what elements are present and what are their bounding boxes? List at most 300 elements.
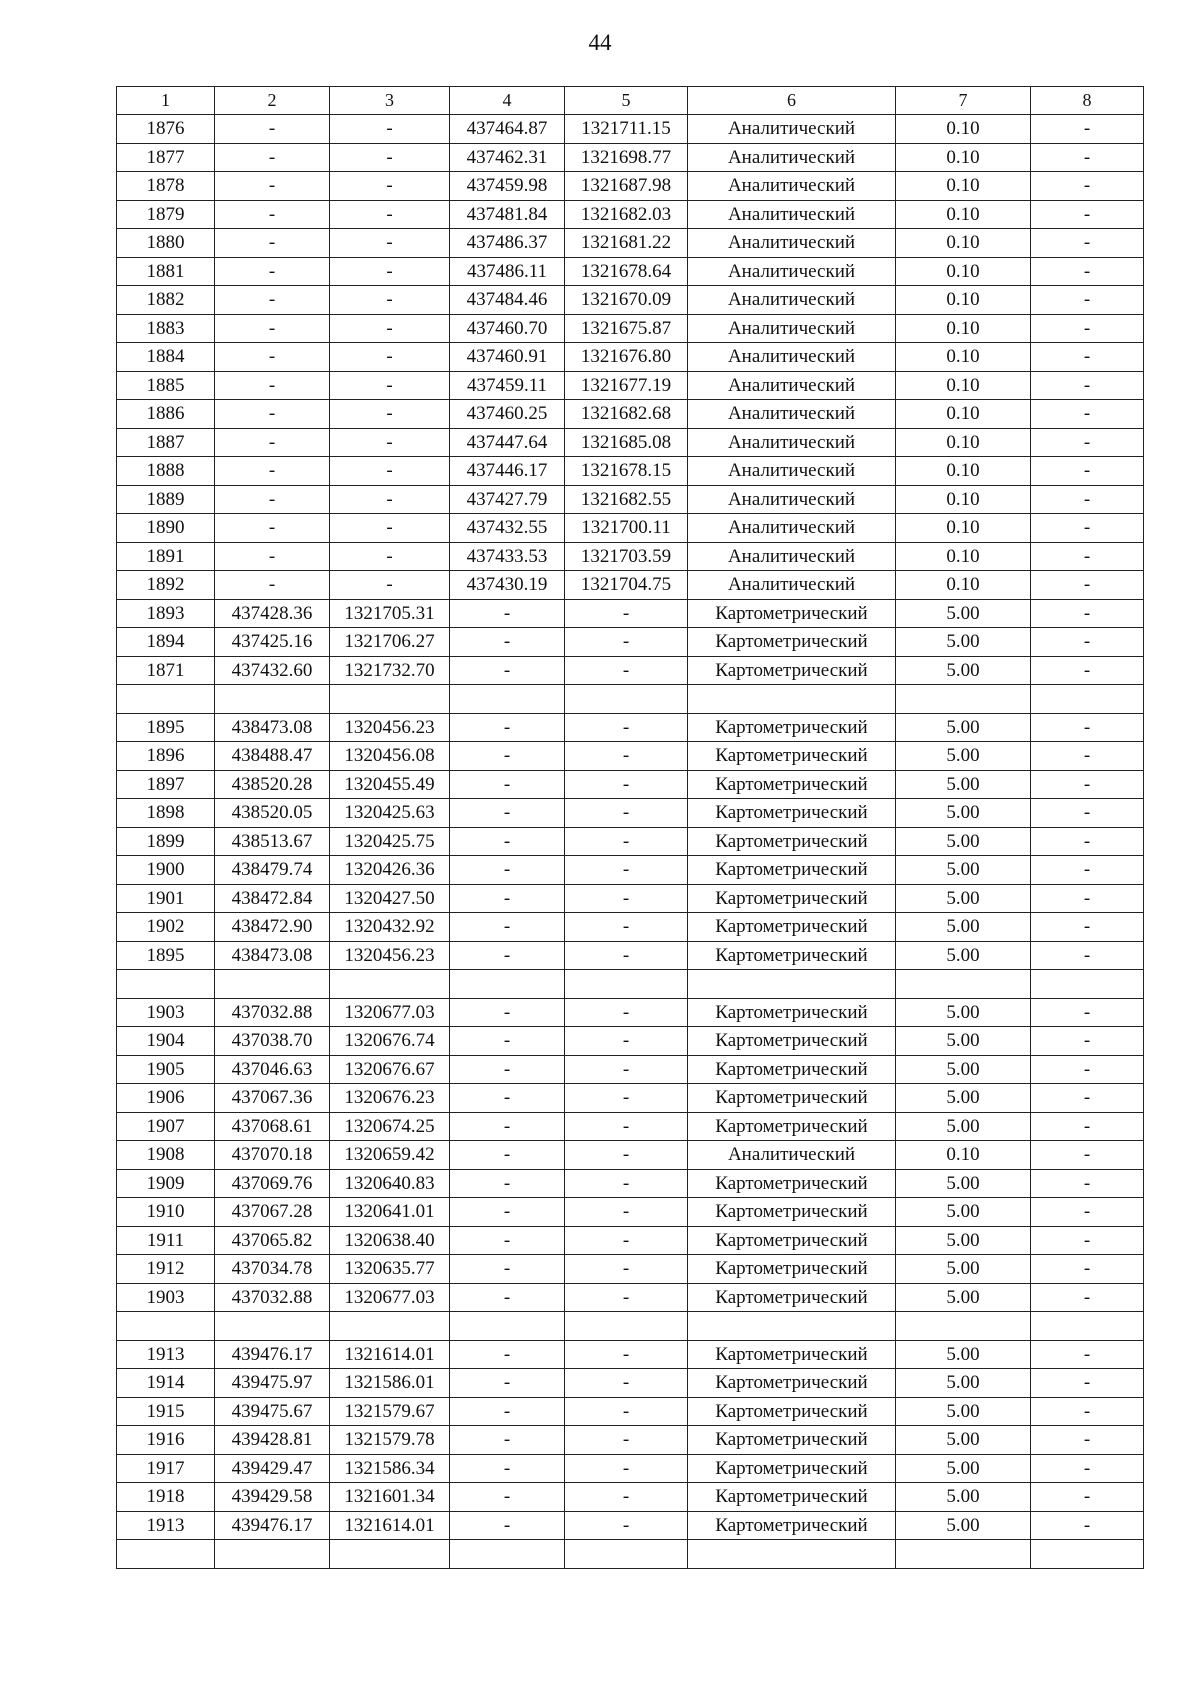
table-cell: 1902 — [117, 913, 215, 942]
table-cell: 1321711.15 — [565, 115, 688, 144]
table-cell: - — [1031, 371, 1144, 400]
table-cell: - — [1031, 1397, 1144, 1426]
table-cell: 1321678.64 — [565, 257, 688, 286]
table-cell: - — [1031, 799, 1144, 828]
table-cell: 1320635.77 — [330, 1255, 450, 1284]
table-cell: - — [215, 343, 330, 372]
table-cell: 1321675.87 — [565, 314, 688, 343]
table-cell: - — [1031, 286, 1144, 315]
table-cell: 1320432.92 — [330, 913, 450, 942]
table-cell: 1321682.55 — [565, 485, 688, 514]
table-cell: 5.00 — [896, 1169, 1031, 1198]
table-cell: 0.10 — [896, 514, 1031, 543]
table-cell: 1880 — [117, 229, 215, 258]
table-cell: 437464.87 — [450, 115, 565, 144]
table-cell: 1320456.23 — [330, 941, 450, 970]
table-cell: - — [565, 1255, 688, 1284]
table-row — [117, 542, 1144, 571]
table-row — [117, 998, 1144, 1027]
table-cell: - — [565, 770, 688, 799]
table-cell: Картометрический — [688, 742, 896, 771]
table-row — [117, 229, 1144, 258]
table-cell — [688, 970, 896, 999]
table-cell: - — [565, 628, 688, 657]
table-row — [117, 1226, 1144, 1255]
table-cell: 437460.70 — [450, 314, 565, 343]
table-cell: 5.00 — [896, 713, 1031, 742]
table-cell: Картометрический — [688, 1397, 896, 1426]
table-cell: - — [450, 1112, 565, 1141]
table-cell: 5.00 — [896, 628, 1031, 657]
table-row — [117, 941, 1144, 970]
table-cell: - — [565, 1084, 688, 1113]
table-cell: - — [1031, 1255, 1144, 1284]
table-cell: - — [565, 1283, 688, 1312]
table-cell — [330, 1312, 450, 1341]
table-cell: - — [450, 656, 565, 685]
table-cell: 0.10 — [896, 143, 1031, 172]
table-cell: 0.10 — [896, 115, 1031, 144]
table-row-blank — [117, 1540, 1144, 1569]
table-cell: 1904 — [117, 1027, 215, 1056]
table-row — [117, 115, 1144, 144]
table-cell: 1321687.98 — [565, 172, 688, 201]
table-cell: 1320638.40 — [330, 1226, 450, 1255]
table-cell: 1321677.19 — [565, 371, 688, 400]
table-row — [117, 799, 1144, 828]
table-cell: 1321704.75 — [565, 571, 688, 600]
table-row — [117, 371, 1144, 400]
table-cell: 437460.91 — [450, 343, 565, 372]
table-cell: 437032.88 — [215, 998, 330, 1027]
table-cell — [330, 685, 450, 714]
table-cell: 1321586.34 — [330, 1454, 450, 1483]
table-cell: - — [1031, 514, 1144, 543]
table-cell: - — [215, 286, 330, 315]
table-cell: - — [1031, 257, 1144, 286]
table-cell: 1903 — [117, 1283, 215, 1312]
table-cell: Картометрический — [688, 1084, 896, 1113]
table-cell: 5.00 — [896, 1283, 1031, 1312]
table-cell: - — [1031, 457, 1144, 486]
table-row — [117, 514, 1144, 543]
table-cell: - — [450, 1369, 565, 1398]
table-cell: - — [1031, 998, 1144, 1027]
table-cell: 1321670.09 — [565, 286, 688, 315]
table-cell: 437425.16 — [215, 628, 330, 657]
table-cell: 5.00 — [896, 941, 1031, 970]
table-row — [117, 1454, 1144, 1483]
table-cell: 5.00 — [896, 599, 1031, 628]
table-cell: - — [450, 827, 565, 856]
table-cell: 438479.74 — [215, 856, 330, 885]
table-cell: - — [565, 1198, 688, 1227]
table-cell: - — [330, 143, 450, 172]
table-cell: - — [1031, 143, 1144, 172]
table-cell: 1320676.67 — [330, 1055, 450, 1084]
table-cell: 1894 — [117, 628, 215, 657]
table-cell: - — [565, 1426, 688, 1455]
table-cell: Картометрический — [688, 1112, 896, 1141]
table-cell: 1885 — [117, 371, 215, 400]
table-cell: - — [1031, 1454, 1144, 1483]
table-cell: 1320455.49 — [330, 770, 450, 799]
table-cell: 437460.25 — [450, 400, 565, 429]
table-cell: Картометрический — [688, 1226, 896, 1255]
table-cell: 5.00 — [896, 884, 1031, 913]
table-cell: - — [1031, 1283, 1144, 1312]
table-cell — [450, 1312, 565, 1341]
table-cell: - — [450, 1511, 565, 1540]
table-cell: - — [1031, 1198, 1144, 1227]
table-row — [117, 770, 1144, 799]
table-cell: - — [1031, 1084, 1144, 1113]
table-row — [117, 1141, 1144, 1170]
table-row — [117, 656, 1144, 685]
table-cell — [565, 1312, 688, 1341]
table-cell: 5.00 — [896, 913, 1031, 942]
table-cell: - — [565, 599, 688, 628]
table-cell: - — [565, 1055, 688, 1084]
table-cell: - — [1031, 856, 1144, 885]
table-cell: 1908 — [117, 1141, 215, 1170]
table-cell: - — [565, 1454, 688, 1483]
table-cell: 1321682.03 — [565, 200, 688, 229]
table-cell: 0.10 — [896, 571, 1031, 600]
table-cell — [450, 685, 565, 714]
table-cell: Картометрический — [688, 1027, 896, 1056]
table-cell: 1903 — [117, 998, 215, 1027]
table-cell: 1889 — [117, 485, 215, 514]
table-cell: - — [565, 827, 688, 856]
column-header: 3 — [330, 87, 450, 115]
table-cell: 1899 — [117, 827, 215, 856]
table-cell: 5.00 — [896, 799, 1031, 828]
table-cell: - — [450, 998, 565, 1027]
table-cell: - — [1031, 400, 1144, 429]
table-row-blank — [117, 685, 1144, 714]
table-cell: - — [215, 514, 330, 543]
table-cell: - — [565, 799, 688, 828]
table-cell: Картометрический — [688, 1454, 896, 1483]
table-cell — [565, 685, 688, 714]
table-cell: 5.00 — [896, 1226, 1031, 1255]
table-cell: 1916 — [117, 1426, 215, 1455]
table-cell: 437070.18 — [215, 1141, 330, 1170]
table-cell: 1918 — [117, 1483, 215, 1512]
table-cell: 438520.05 — [215, 799, 330, 828]
table-cell: Картометрический — [688, 1255, 896, 1284]
table-cell: 5.00 — [896, 770, 1031, 799]
table-cell: - — [1031, 1369, 1144, 1398]
table-cell: - — [565, 1340, 688, 1369]
table-cell: - — [1031, 884, 1144, 913]
table-cell: - — [330, 115, 450, 144]
table-cell: 1878 — [117, 172, 215, 201]
table-cell: Картометрический — [688, 628, 896, 657]
table-cell: - — [215, 200, 330, 229]
table-row — [117, 343, 1144, 372]
table-cell: 1891 — [117, 542, 215, 571]
table-cell: - — [450, 1283, 565, 1312]
table-cell: 437459.98 — [450, 172, 565, 201]
table-cell: 1912 — [117, 1255, 215, 1284]
table-cell: 437034.78 — [215, 1255, 330, 1284]
table-cell: - — [330, 229, 450, 258]
table-cell: - — [565, 742, 688, 771]
table-cell: - — [1031, 1141, 1144, 1170]
table-cell — [215, 1312, 330, 1341]
table-cell — [1031, 1312, 1144, 1341]
table-cell: 437446.17 — [450, 457, 565, 486]
table-cell: 437038.70 — [215, 1027, 330, 1056]
table-cell: - — [1031, 571, 1144, 600]
table-cell: - — [565, 884, 688, 913]
table-cell: - — [330, 371, 450, 400]
table-row — [117, 628, 1144, 657]
table-cell — [215, 685, 330, 714]
table-cell: 1883 — [117, 314, 215, 343]
table-cell: - — [450, 1426, 565, 1455]
table-cell: 1321579.78 — [330, 1426, 450, 1455]
table-cell: - — [1031, 713, 1144, 742]
table-cell: - — [330, 172, 450, 201]
table-cell: - — [1031, 1426, 1144, 1455]
table-cell: 1882 — [117, 286, 215, 315]
table-cell: Картометрический — [688, 1483, 896, 1512]
table-cell: 437032.88 — [215, 1283, 330, 1312]
table-cell: 439475.67 — [215, 1397, 330, 1426]
table-cell: - — [215, 428, 330, 457]
table-cell: 437484.46 — [450, 286, 565, 315]
table-cell: Аналитический — [688, 143, 896, 172]
table-cell: 1901 — [117, 884, 215, 913]
table-row — [117, 713, 1144, 742]
table-cell: 5.00 — [896, 1340, 1031, 1369]
table-cell: - — [1031, 1027, 1144, 1056]
table-cell: 437433.53 — [450, 542, 565, 571]
table-cell: Картометрический — [688, 941, 896, 970]
table-cell: 437432.60 — [215, 656, 330, 685]
table-cell: - — [450, 1255, 565, 1284]
table-cell: 1320640.83 — [330, 1169, 450, 1198]
table-row-blank — [117, 1312, 1144, 1341]
table-cell: 1320676.74 — [330, 1027, 450, 1056]
table-row — [117, 1198, 1144, 1227]
table-cell: - — [330, 257, 450, 286]
table-cell: - — [1031, 542, 1144, 571]
table-cell: Картометрический — [688, 656, 896, 685]
table-cell: 437486.11 — [450, 257, 565, 286]
table-row — [117, 827, 1144, 856]
table-cell: 1907 — [117, 1112, 215, 1141]
table-row — [117, 428, 1144, 457]
table-cell: - — [1031, 656, 1144, 685]
table-cell: - — [215, 115, 330, 144]
page-number: 44 — [588, 30, 612, 55]
table-cell: - — [565, 656, 688, 685]
table-cell: - — [565, 713, 688, 742]
table-cell: - — [565, 856, 688, 885]
table-row — [117, 457, 1144, 486]
table-cell: 1320425.75 — [330, 827, 450, 856]
table-cell: 437459.11 — [450, 371, 565, 400]
table-cell: Картометрический — [688, 1169, 896, 1198]
table-cell: - — [565, 1226, 688, 1255]
table-cell: 1906 — [117, 1084, 215, 1113]
table-cell: 1871 — [117, 656, 215, 685]
table-cell: - — [1031, 428, 1144, 457]
table-cell: - — [330, 428, 450, 457]
table-cell: 5.00 — [896, 1112, 1031, 1141]
table-cell: 0.10 — [896, 400, 1031, 429]
table-cell: 437068.61 — [215, 1112, 330, 1141]
table-cell: 1876 — [117, 115, 215, 144]
column-header: 7 — [896, 87, 1031, 115]
table-cell: - — [1031, 913, 1144, 942]
table-cell: 1900 — [117, 856, 215, 885]
table-cell: 439476.17 — [215, 1511, 330, 1540]
table-cell: Картометрический — [688, 1340, 896, 1369]
table-cell: 5.00 — [896, 998, 1031, 1027]
table-cell: - — [1031, 599, 1144, 628]
table-cell: - — [1031, 229, 1144, 258]
table-cell: 439429.47 — [215, 1454, 330, 1483]
table-cell: Аналитический — [688, 314, 896, 343]
table-cell — [688, 685, 896, 714]
table-cell: 0.10 — [896, 457, 1031, 486]
table-cell: 0.10 — [896, 314, 1031, 343]
table-cell: - — [450, 1198, 565, 1227]
table-cell: Картометрический — [688, 856, 896, 885]
table-cell: 5.00 — [896, 1454, 1031, 1483]
table-cell — [215, 970, 330, 999]
table-cell: 437069.76 — [215, 1169, 330, 1198]
table-cell — [117, 685, 215, 714]
table-cell: - — [450, 1027, 565, 1056]
table-cell: 1898 — [117, 799, 215, 828]
table-row — [117, 1369, 1144, 1398]
table-cell: Картометрический — [688, 913, 896, 942]
table-cell: 5.00 — [896, 656, 1031, 685]
table-cell: - — [1031, 343, 1144, 372]
table-cell: 1321678.15 — [565, 457, 688, 486]
table-cell: 0.10 — [896, 542, 1031, 571]
table-cell: - — [565, 1369, 688, 1398]
table-cell: - — [1031, 628, 1144, 657]
table-cell: 5.00 — [896, 1255, 1031, 1284]
table-cell: Аналитический — [688, 229, 896, 258]
table-cell: 438513.67 — [215, 827, 330, 856]
table-cell: 1913 — [117, 1511, 215, 1540]
table-cell: 437462.31 — [450, 143, 565, 172]
table-cell: Картометрический — [688, 599, 896, 628]
table-cell: 5.00 — [896, 1369, 1031, 1398]
column-header: 8 — [1031, 87, 1144, 115]
table-cell: 1320677.03 — [330, 998, 450, 1027]
table-cell: - — [215, 229, 330, 258]
table-row — [117, 742, 1144, 771]
table-cell — [688, 1540, 896, 1569]
table-cell: - — [330, 485, 450, 514]
table-cell: - — [1031, 314, 1144, 343]
table-cell: Картометрический — [688, 1511, 896, 1540]
table-cell: - — [215, 257, 330, 286]
table-cell: Аналитический — [688, 371, 896, 400]
table-cell: 1321614.01 — [330, 1340, 450, 1369]
table-cell: 1892 — [117, 571, 215, 600]
table-cell: 438520.28 — [215, 770, 330, 799]
table-cell — [215, 1540, 330, 1569]
table-row — [117, 1483, 1144, 1512]
table-cell: 1895 — [117, 713, 215, 742]
table-row — [117, 257, 1144, 286]
table-cell: 1321614.01 — [330, 1511, 450, 1540]
table-cell: 1897 — [117, 770, 215, 799]
table-row — [117, 286, 1144, 315]
table-cell — [565, 970, 688, 999]
table-cell: - — [330, 542, 450, 571]
table-cell: - — [215, 400, 330, 429]
table-row — [117, 1426, 1144, 1455]
table-cell: 1884 — [117, 343, 215, 372]
table-cell: - — [215, 314, 330, 343]
table-cell: 1914 — [117, 1369, 215, 1398]
table-row — [117, 1511, 1144, 1540]
table-cell: 5.00 — [896, 1397, 1031, 1426]
table-cell: Аналитический — [688, 571, 896, 600]
table-cell: - — [450, 770, 565, 799]
table-cell: - — [565, 913, 688, 942]
table-cell: 437481.84 — [450, 200, 565, 229]
table-row — [117, 1027, 1144, 1056]
table-cell: 439476.17 — [215, 1340, 330, 1369]
table-cell: - — [330, 200, 450, 229]
table-cell: 1320641.01 — [330, 1198, 450, 1227]
table-cell: 5.00 — [896, 1027, 1031, 1056]
table-cell — [896, 685, 1031, 714]
table-cell: 437447.64 — [450, 428, 565, 457]
table-cell: Картометрический — [688, 998, 896, 1027]
table-cell: 1879 — [117, 200, 215, 229]
column-header: 6 — [688, 87, 896, 115]
table-cell: - — [330, 457, 450, 486]
table-cell: - — [1031, 1112, 1144, 1141]
table-cell: 1913 — [117, 1340, 215, 1369]
table-cell: 1895 — [117, 941, 215, 970]
table-cell: - — [450, 1084, 565, 1113]
table-cell: Аналитический — [688, 400, 896, 429]
table-row-blank — [117, 970, 1144, 999]
table-cell — [1031, 970, 1144, 999]
table-cell — [565, 1540, 688, 1569]
table-cell: - — [450, 628, 565, 657]
table-cell — [1031, 1540, 1144, 1569]
table-cell: - — [1031, 1511, 1144, 1540]
table-cell: 0.10 — [896, 1141, 1031, 1170]
column-header: 4 — [450, 87, 565, 115]
table-cell: - — [330, 286, 450, 315]
table-cell: 437432.55 — [450, 514, 565, 543]
table-cell: - — [1031, 770, 1144, 799]
table-cell: - — [565, 1112, 688, 1141]
table-cell: 439428.81 — [215, 1426, 330, 1455]
table-cell: 5.00 — [896, 742, 1031, 771]
table-cell: 437428.36 — [215, 599, 330, 628]
table-cell: Картометрический — [688, 1198, 896, 1227]
table-cell: 437067.36 — [215, 1084, 330, 1113]
table-cell: Картометрический — [688, 799, 896, 828]
